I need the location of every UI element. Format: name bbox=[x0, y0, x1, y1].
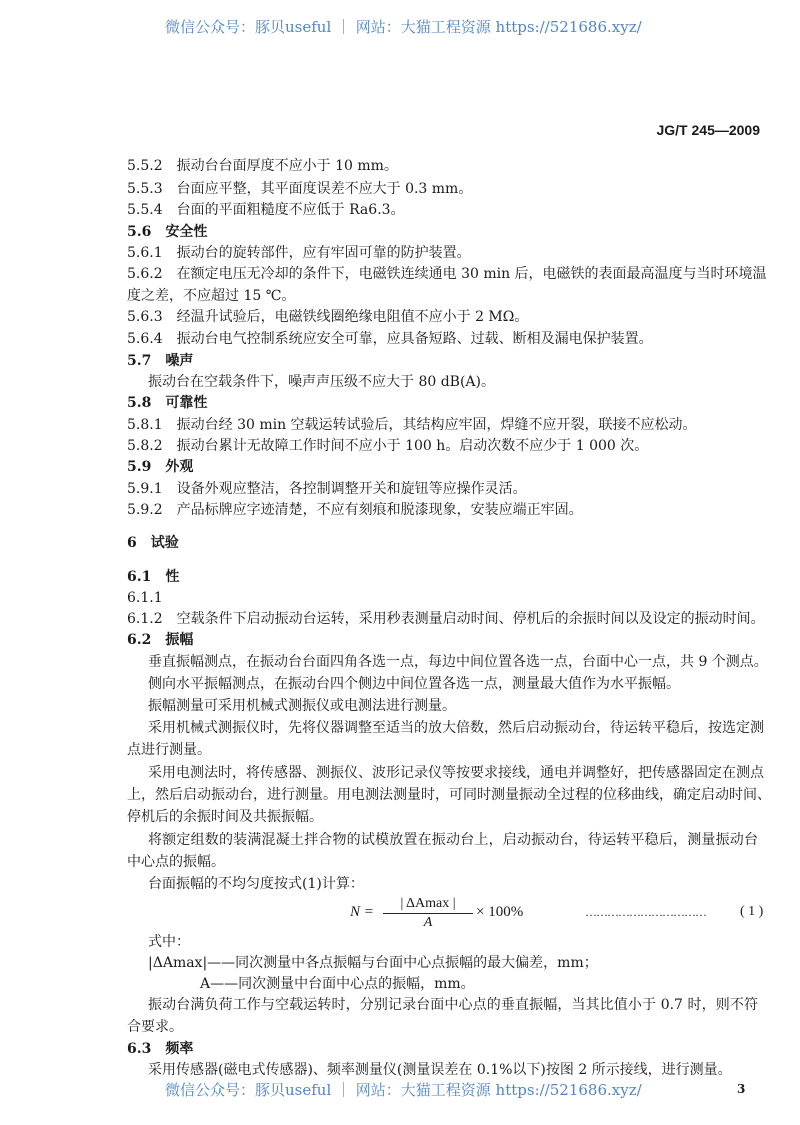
paragraph-cont: 合要求。 bbox=[127, 1019, 183, 1035]
clause-5-6-2-cont: 度之差，不应超过 15 ℃。 bbox=[127, 288, 296, 304]
chapter-6-heading: 6 试验 bbox=[127, 535, 179, 551]
paragraph-cont: 点进行测量。 bbox=[127, 742, 211, 758]
paragraph: 采用电测法时，将传感器、测振仪、波形记录仪等按要求接线，通电并调整好，把传感器固定在测点 bbox=[148, 765, 764, 781]
paragraph-cont: 中心点的振幅。 bbox=[127, 854, 225, 870]
formula-denominator: A bbox=[423, 915, 433, 930]
clause-5-6-4: 5.6.4 振动台电气控制系统应安全可靠，应具备短路、过载、断相及漏电保护装置。 bbox=[127, 331, 653, 347]
formula-numerator: | ΔAmax | bbox=[383, 895, 473, 914]
paragraph-cont: 上，然后启动振动台，进行测量。用电测法测量时，可同时测量振动全过程的位移曲线，确定启动时间、 bbox=[127, 787, 771, 803]
clause-5-5-2: 5.5.2 振动台台面厚度不应小于 10 mm。 bbox=[127, 158, 398, 174]
paragraph: 采用传感器(磁电式传感器)、频率测量仪(测量误差在 0.1%以下)按图 2 所示接线，进行测量。 bbox=[148, 1062, 732, 1078]
where-label: 式中： bbox=[148, 934, 190, 950]
symbol-definition: A——同次测量中台面中心点的振幅，mm。 bbox=[200, 976, 475, 992]
formula-leader-dots: …………………………… bbox=[585, 905, 706, 919]
clause-5-6-1: 5.6.1 振动台的旋转部件，应有牢固可靠的防护装置。 bbox=[127, 245, 471, 261]
section-5-9-heading: 5.9 外观 bbox=[127, 459, 194, 475]
section-5-7-heading: 5.7 噪声 bbox=[127, 353, 194, 369]
symbol-definition: |ΔAmax|——同次测量中各点振幅与台面中心点振幅的最大偏差，mm； bbox=[148, 955, 598, 971]
clause-5-7-body: 振动台在空载条件下，噪声声压级不应大于 80 dB(A)。 bbox=[148, 374, 495, 390]
section-6-2-heading: 6.2 振幅 bbox=[127, 632, 194, 648]
paragraph: 振幅测量可采用机械式测振仪或电测法进行测量。 bbox=[148, 698, 456, 714]
formula-fraction bbox=[383, 895, 473, 931]
formula-number: ( 1 ) bbox=[740, 904, 764, 919]
paragraph-cont: 停机后的余振时间及共振振幅。 bbox=[127, 809, 323, 825]
formula-lhs: N = bbox=[350, 904, 374, 920]
section-5-6-heading: 5.6 安全性 bbox=[127, 224, 208, 240]
watermark-bottom: 微信公众号：豚贝useful ｜ 网站：大猫工程资源 https://521686.xyz/ bbox=[165, 1081, 642, 1099]
clause-5-9-1: 5.9.1 设备外观应整洁，各控制调整开关和旋钮等应操作灵活。 bbox=[127, 481, 527, 497]
paragraph: 垂直振幅测点，在振动台台面四角各选一点，每边中间位置各选一点，台面中心一点，共 9 个测点。 bbox=[148, 654, 768, 670]
clause-5-5-4: 5.5.4 台面的平面粗糙度不应低于 Ra6.3。 bbox=[127, 202, 405, 218]
clause-6-1-1: 6.1.1 bbox=[127, 590, 163, 606]
section-6-3-heading: 6.3 频率 bbox=[127, 1041, 194, 1057]
section-5-8-heading: 5.8 可靠性 bbox=[127, 395, 208, 411]
clause-5-8-1: 5.8.1 振动台经 30 min 空载运转试验后，其结构应牢固，焊缝不应开裂，联接不应松动。 bbox=[127, 417, 697, 433]
watermark-top: 微信公众号：豚贝useful ｜ 网站：大猫工程资源 https://521686.xyz/ bbox=[165, 18, 642, 36]
clause-5-6-3: 5.6.3 经温升试验后，电磁铁线圈绝缘电阻值不应小于 2 MΩ。 bbox=[127, 309, 529, 325]
clause-5-5-3: 5.5.3 台面应平整，其平面度误差不应大于 0.3 mm。 bbox=[127, 181, 473, 197]
paragraph: 振动台满负荷工作与空载运转时，分别记录台面中心点的垂直振幅，当其比值小于 0.7 时，则不符 bbox=[148, 997, 758, 1013]
clause-5-6-2: 5.6.2 在额定电压无冷却的条件下，电磁铁连续通电 30 min 后，电磁铁的表面最高温度与当时环境温 bbox=[127, 266, 767, 282]
clause-5-8-2: 5.8.2 振动台累计无故障工作时间不应小于 100 h。启动次数不应少于 1 000 次。 bbox=[127, 438, 649, 454]
page-number: 3 bbox=[737, 1082, 746, 1096]
paragraph: 侧向水平振幅测点，在振动台四个侧边中间位置各选一点，测量最大值作为水平振幅。 bbox=[148, 676, 680, 692]
section-6-1-heading: 6.1 性 bbox=[127, 569, 180, 585]
clause-6-1-2: 6.1.2 空载条件下启动振动台运转，采用秒表测量启动时间、停机后的余振时间以及设定的振动时间。 bbox=[127, 611, 765, 627]
paragraph: 采用机械式测振仪时，先将仪器调整至适当的放大倍数，然后启动振动台，待运转平稳后，按选定测 bbox=[148, 720, 764, 736]
standard-code-header: JG/T 245—2009 bbox=[656, 122, 760, 138]
formula-factor: × 100% bbox=[476, 904, 524, 920]
paragraph: 台面振幅的不均匀度按式(1)计算： bbox=[148, 876, 364, 892]
clause-5-9-2: 5.9.2 产品标牌应字迹清楚，不应有刻痕和脱漆现象，安装应端正牢固。 bbox=[127, 502, 583, 518]
paragraph: 将额定组数的装满混凝土拌合物的试模放置在振动台上，启动振动台，待运转平稳后，测量振动台 bbox=[148, 832, 758, 848]
